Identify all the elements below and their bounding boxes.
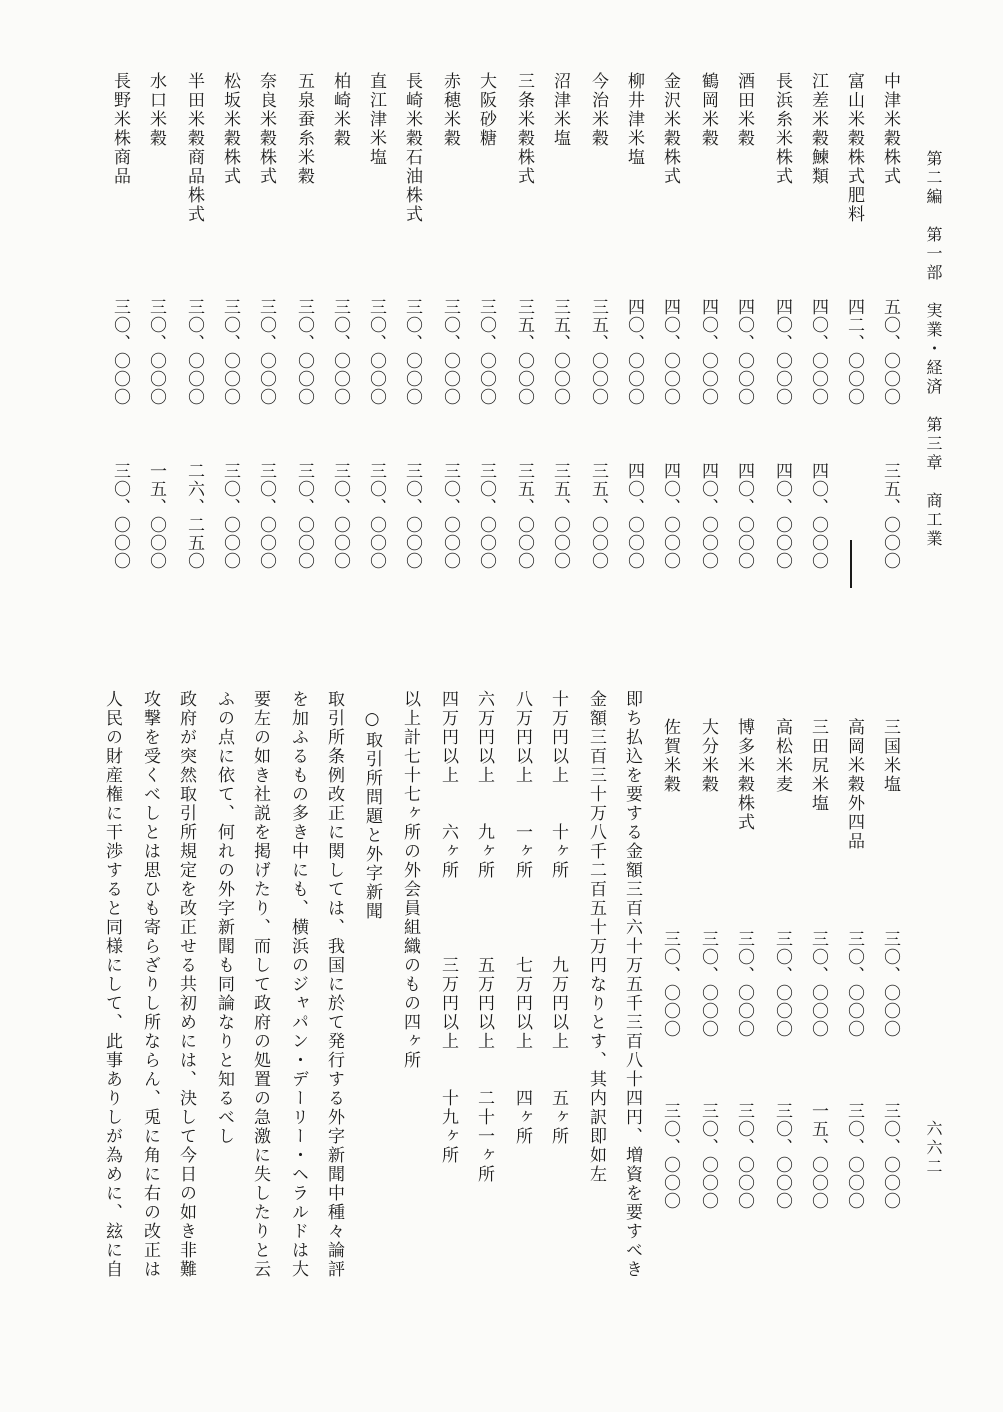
table-row: [180, 72, 202, 592]
table-row: [398, 72, 420, 592]
row-value-1: 三〇、〇〇〇: [366, 298, 386, 406]
text-line: 以上計七十七ヶ所の外会員組織のもの四ヶ所: [400, 690, 420, 1070]
row-name: 中津米穀株式: [880, 72, 900, 186]
row-name: 江差米穀鰊類: [808, 72, 828, 186]
row-value-1: 三〇、〇〇〇: [110, 298, 130, 406]
row-value-2: 三五、〇〇〇: [588, 462, 608, 570]
row-value-2: 三〇、〇〇〇: [734, 1102, 754, 1210]
row-value-1: 三〇、〇〇〇: [146, 298, 166, 406]
table-row: [142, 72, 164, 592]
table-row: [290, 72, 312, 592]
row-value-1: 三〇、〇〇〇: [440, 298, 460, 406]
row-name: 柳井津米塩: [624, 72, 644, 167]
table-row: [768, 718, 790, 1238]
row-value-1: 三〇、〇〇〇: [184, 298, 204, 406]
row-value-2: 四〇、〇〇〇: [698, 462, 718, 570]
row-name: 半田米穀商品株式: [184, 72, 204, 224]
row-value-2: 三〇、〇〇〇: [294, 462, 314, 570]
row-value-1: 三〇、〇〇〇: [256, 298, 276, 406]
row-value-1: 三〇、〇〇〇: [402, 298, 422, 406]
row-name: 五泉蚕糸米穀: [294, 72, 314, 186]
row-name: 大阪砂糖: [476, 72, 496, 148]
table-row: [876, 72, 898, 592]
row-value-1: 四〇、〇〇〇: [624, 298, 644, 406]
row-value-1: 三〇、〇〇〇: [808, 930, 828, 1038]
row-name: 三国米塩: [880, 718, 900, 794]
table-row: [876, 718, 898, 1238]
row-value-1: 三〇、〇〇〇: [844, 930, 864, 1038]
row-value-1: 四〇、〇〇〇: [734, 298, 754, 406]
row-value-2: 三〇、〇〇〇: [476, 462, 496, 570]
row-value-2: 三〇、〇〇〇: [402, 462, 422, 570]
row-value-2: 三五、〇〇〇: [514, 462, 534, 570]
table-row: [694, 718, 716, 1238]
text-line: ○取引所問題と外字新聞: [362, 690, 382, 921]
row-value-2: 四〇、〇〇〇: [660, 462, 680, 570]
row-value-1: 三〇、〇〇〇: [734, 930, 754, 1038]
row-value-1: 三〇、〇〇〇: [476, 298, 496, 406]
row-value-1: 三五、〇〇〇: [514, 298, 534, 406]
table-row: [252, 72, 274, 592]
row-value-1: 三〇、〇〇〇: [880, 930, 900, 1038]
row-value-2: 三〇、〇〇〇: [844, 1102, 864, 1210]
text-line: 攻撃を受くべしとは思ひも寄らざりし所ならん、兎に角に右の改正は: [140, 690, 160, 1279]
row-name: 三条米穀株式: [514, 72, 534, 186]
row-name: 松坂米穀株式: [220, 72, 240, 186]
text-line: 四万円以上 六ヶ所 三万円以上 十九ヶ所: [438, 690, 458, 1165]
row-value-2: 三五、〇〇〇: [880, 462, 900, 570]
empty-dash: [850, 540, 852, 588]
row-value-1: 四〇、〇〇〇: [698, 298, 718, 406]
row-value-2: 三〇、〇〇〇: [698, 1102, 718, 1210]
row-name: 長野米株商品: [110, 72, 130, 186]
text-line: 即ち払込を要する金額三百六十万五千三百八十四円、増資を要すべき: [622, 690, 642, 1279]
row-name: 直江津米塩: [366, 72, 386, 167]
row-value-2: 三〇、〇〇〇: [256, 462, 276, 570]
row-value-2: 一五、〇〇〇: [808, 1102, 828, 1210]
row-value-1: 三〇、〇〇〇: [660, 930, 680, 1038]
row-value-1: 四二、〇〇〇: [844, 298, 864, 406]
row-value-2: 四〇、〇〇〇: [808, 462, 828, 570]
row-value-1: 三五、〇〇〇: [588, 298, 608, 406]
row-name: 博多米穀株式: [734, 718, 754, 832]
table-row: [840, 72, 862, 592]
row-value-2: 三〇、〇〇〇: [440, 462, 460, 570]
row-value-2: 三〇、〇〇〇: [366, 462, 386, 570]
text-line: 八万円以上 一ヶ所 七万円以上 四ヶ所: [512, 690, 532, 1146]
row-value-2: 三〇、〇〇〇: [772, 1102, 792, 1210]
row-name: 三田尻米塩: [808, 718, 828, 813]
row-name: 佐賀米穀: [660, 718, 680, 794]
row-value-1: 四〇、〇〇〇: [772, 298, 792, 406]
text-line: を加ふるもの多き中にも、横浜のジャパン・デーリー・ヘラルドは大: [288, 690, 308, 1279]
table-row: [106, 72, 128, 592]
row-name: 酒田米穀: [734, 72, 754, 148]
table-row: [730, 718, 752, 1238]
table-row: [840, 718, 862, 1238]
table-row: [694, 72, 716, 592]
row-value-2: 三〇、〇〇〇: [110, 462, 130, 570]
row-value-2: 三五、〇〇〇: [550, 462, 570, 570]
row-value-2: 三〇、〇〇〇: [330, 462, 350, 570]
table-row: [216, 72, 238, 592]
row-value-2: 一五、〇〇〇: [146, 462, 166, 570]
row-name: 高岡米穀外四品: [844, 718, 864, 851]
row-value-2: 四〇、〇〇〇: [772, 462, 792, 570]
row-name: 今治米穀: [588, 72, 608, 148]
row-name: 長浜糸米株式: [772, 72, 792, 186]
row-name: 沼津米塩: [550, 72, 570, 148]
row-name: 金沢米穀株式: [660, 72, 680, 186]
row-value-2: 三〇、〇〇〇: [660, 1102, 680, 1210]
text-line: 要左の如き社説を掲げたり、而して政府の処置の急激に失したりと云: [250, 690, 270, 1279]
row-value-1: 三〇、〇〇〇: [220, 298, 240, 406]
row-name: 鶴岡米穀: [698, 72, 718, 148]
row-value-2: 四〇、〇〇〇: [734, 462, 754, 570]
row-value-1: 四〇、〇〇〇: [808, 298, 828, 406]
text-line: 金額三百三十万八千二百五十万円なりとす、其内訳即如左: [586, 690, 606, 1184]
table-row: [472, 72, 494, 592]
row-value-2: 四〇、〇〇〇: [624, 462, 644, 570]
row-value-1: 三〇、〇〇〇: [330, 298, 350, 406]
page-number: 六六二: [924, 1120, 943, 1177]
table-row: [656, 718, 678, 1238]
row-name: 富山米穀株式肥料: [844, 72, 864, 224]
row-name: 長崎米穀石油株式: [402, 72, 422, 224]
row-value-2: 三〇、〇〇〇: [220, 462, 240, 570]
table-row: [804, 718, 826, 1238]
text-line: 取引所条例改正に関しては、我国に於て発行する外字新聞中種々論評: [324, 690, 344, 1279]
table-row: [436, 72, 458, 592]
row-name: 高松米麦: [772, 718, 792, 794]
table-row: [584, 72, 606, 592]
row-value-2: 三〇、〇〇〇: [880, 1102, 900, 1210]
table-row: [620, 72, 642, 592]
row-value-2: 二六、二五〇: [184, 462, 204, 570]
text-line: ふの点に依て、何れの外字新聞も同論なりと知るべし: [214, 690, 234, 1146]
row-value-1: 五〇、〇〇〇: [880, 298, 900, 406]
text-line: 十万円以上 十ヶ所 九万円以上 五ヶ所: [548, 690, 568, 1146]
text-line: 政府が突然取引所規定を改正せる共初めには、決して今日の如き非難: [176, 690, 196, 1279]
row-value-1: 三五、〇〇〇: [550, 298, 570, 406]
row-name: 赤穂米穀: [440, 72, 460, 148]
text-line: 六万円以上 九ヶ所 五万円以上 二十一ヶ所: [474, 690, 494, 1184]
table-row: [730, 72, 752, 592]
row-name: 水口米穀: [146, 72, 166, 148]
table-row: [546, 72, 568, 592]
table-row: [326, 72, 348, 592]
text-line: 人民の財産権に干渉すると同様にして、此事ありしが為めに、玆に自: [102, 690, 122, 1279]
row-name: 柏崎米穀: [330, 72, 350, 148]
row-value-1: 三〇、〇〇〇: [698, 930, 718, 1038]
table-row: [804, 72, 826, 592]
running-header: 第二編 第一部 実業・経済 第三章 商工業: [924, 150, 943, 549]
table-row: [656, 72, 678, 592]
row-value-1: 四〇、〇〇〇: [660, 298, 680, 406]
table-row: [768, 72, 790, 592]
table-row: [362, 72, 384, 592]
row-name: 大分米穀: [698, 718, 718, 794]
row-name: 奈良米穀株式: [256, 72, 276, 186]
table-row: [510, 72, 532, 592]
row-value-1: 三〇、〇〇〇: [294, 298, 314, 406]
row-value-1: 三〇、〇〇〇: [772, 930, 792, 1038]
